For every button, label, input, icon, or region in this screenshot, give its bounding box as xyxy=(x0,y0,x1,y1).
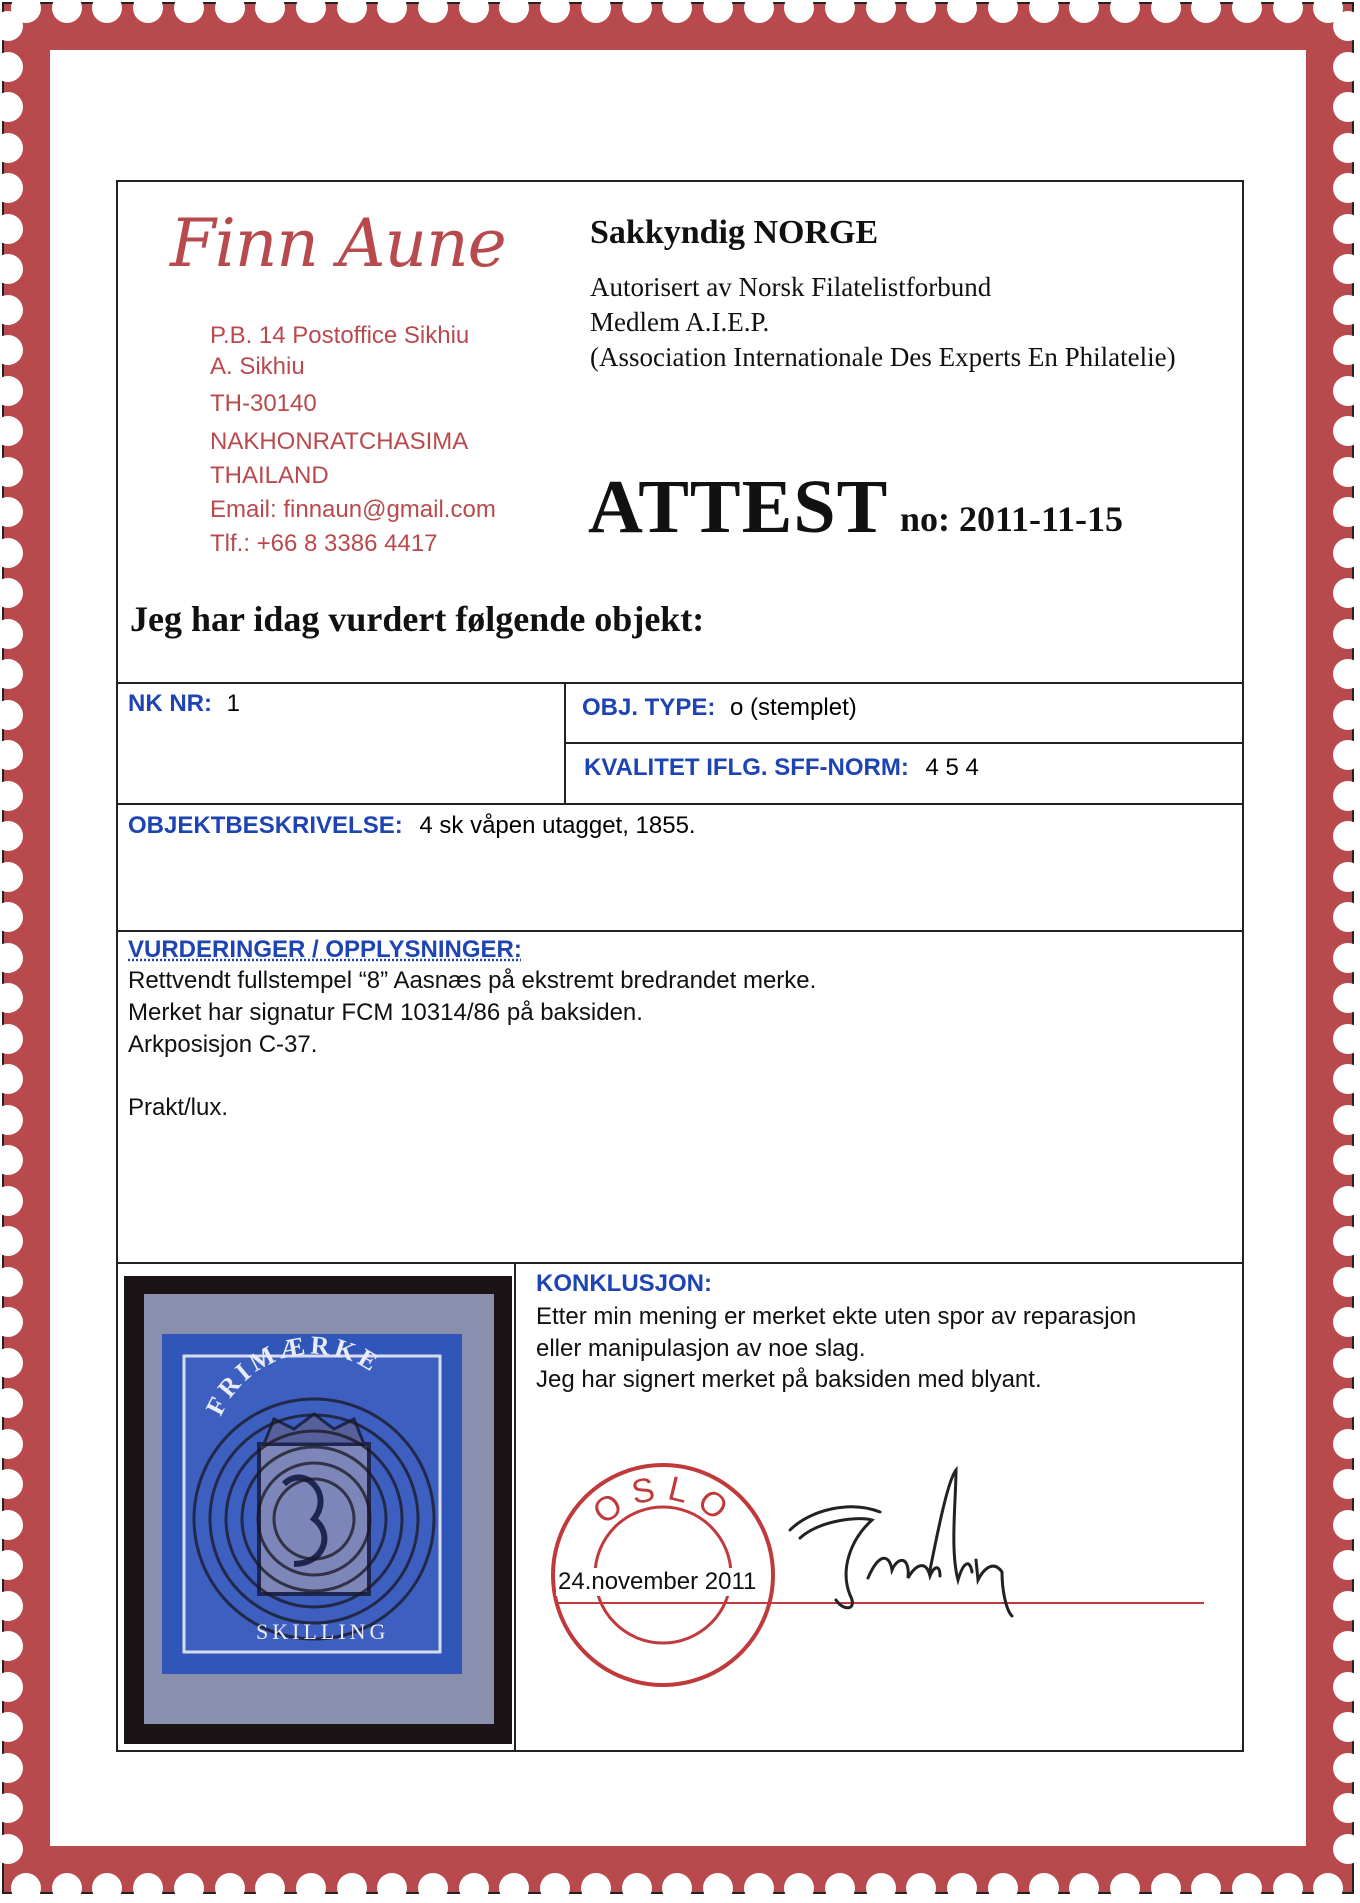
perforation-hole xyxy=(1069,1873,1099,1903)
perforation-hole xyxy=(296,0,326,23)
perforation-hole xyxy=(744,0,774,23)
perforation-hole xyxy=(1191,0,1221,23)
handwritten-signature xyxy=(780,1460,1040,1620)
perforation-hole xyxy=(499,1873,529,1903)
perforation-hole xyxy=(1151,1873,1181,1903)
stamp-bottom-text: SKILLING xyxy=(256,1619,390,1644)
perforation-hole xyxy=(215,1873,245,1903)
header-line: Autorisert av Norsk Filatelistforbund xyxy=(590,272,992,302)
perforation-hole xyxy=(1110,0,1140,23)
perforation-hole xyxy=(988,1873,1018,1903)
perforation-hole xyxy=(1333,1064,1360,1094)
perforation-hole xyxy=(784,0,814,23)
perforation-hole xyxy=(133,0,163,23)
perforation-hole xyxy=(581,0,611,23)
perforation-hole xyxy=(1333,578,1360,608)
perforation-hole xyxy=(581,1873,611,1903)
perforation-hole xyxy=(1333,1793,1360,1823)
perforation-hole xyxy=(0,1145,23,1175)
perforation-hole xyxy=(174,1873,204,1903)
perforation-hole xyxy=(866,0,896,23)
perforation-hole xyxy=(1333,1591,1360,1621)
perforation-hole xyxy=(1333,1712,1360,1742)
perforation-hole xyxy=(499,0,529,23)
perforation-hole xyxy=(0,376,23,406)
perforation-hole xyxy=(1333,254,1360,284)
stamp-artwork xyxy=(144,1294,494,1724)
perforation-hole xyxy=(1333,295,1360,325)
perforation-hole xyxy=(0,92,23,122)
assessment-label: VURDERINGER / OPPLYSNINGER: xyxy=(128,936,522,963)
perforation-hole xyxy=(662,0,692,23)
perforation-hole xyxy=(1333,1550,1360,1580)
perforation-hole xyxy=(1333,133,1360,163)
perforation-hole xyxy=(0,781,23,811)
perforation-hole xyxy=(0,214,23,244)
perforation-hole xyxy=(1333,1145,1360,1175)
nk-label: NK NR: xyxy=(128,690,212,717)
perforation-hole xyxy=(1273,1873,1303,1903)
perforation-hole xyxy=(215,0,245,23)
perforation-hole xyxy=(0,578,23,608)
perforation-hole xyxy=(0,1348,23,1378)
perforation-hole xyxy=(377,0,407,23)
perforation-hole xyxy=(0,1024,23,1054)
perforation-hole xyxy=(906,0,936,23)
perforation-hole xyxy=(0,1712,23,1742)
divider xyxy=(564,742,1244,744)
intro-heading: Jeg har idag vurdert følgende objekt: xyxy=(130,599,705,639)
stamp-top-text: FRIMÆRKE xyxy=(200,1330,387,1420)
attest-title: ATTEST xyxy=(588,465,889,549)
perforation-hole xyxy=(540,1873,570,1903)
divider xyxy=(116,930,1244,932)
perforation-hole xyxy=(0,173,23,203)
attest-no-label: no: xyxy=(900,499,951,539)
perforation-hole xyxy=(1333,659,1360,689)
perforation-hole xyxy=(1151,0,1181,23)
perforation-hole xyxy=(662,1873,692,1903)
perforation-hole xyxy=(0,133,23,163)
address-line: NAKHONRATCHASIMA xyxy=(210,428,469,455)
perforation-hole xyxy=(1333,52,1360,82)
perforation-hole xyxy=(1333,1834,1360,1864)
perforation-hole xyxy=(906,1873,936,1903)
perforation-hole xyxy=(0,1388,23,1418)
perforation-hole xyxy=(1110,1873,1140,1903)
perforation-hole xyxy=(1333,740,1360,770)
perforation-hole xyxy=(52,1873,82,1903)
perforation-hole xyxy=(0,416,23,446)
perforation-hole xyxy=(418,0,448,23)
perforation-hole xyxy=(1333,983,1360,1013)
perforation-hole xyxy=(0,295,23,325)
obj-type-value: o (stemplet) xyxy=(730,694,857,721)
perforation-hole xyxy=(1029,1873,1059,1903)
perforation-hole xyxy=(0,1186,23,1216)
perforation-hole xyxy=(1333,862,1360,892)
perforation-hole xyxy=(744,1873,774,1903)
perforation-hole xyxy=(1069,0,1099,23)
nk-value: 1 xyxy=(226,690,241,717)
header-line: (Association Internationale Des Experts En Philatelie) xyxy=(590,342,1176,372)
perforation-hole xyxy=(0,1064,23,1094)
perforation-hole xyxy=(0,52,23,82)
perforation-hole xyxy=(1333,1024,1360,1054)
perforation-hole xyxy=(0,1510,23,1540)
perforation-hole xyxy=(0,1226,23,1256)
description-label: OBJEKTBESKRIVELSE: xyxy=(128,812,403,839)
perforation-hole xyxy=(1232,0,1262,23)
perforation-hole xyxy=(0,619,23,649)
perforation-hole xyxy=(0,1429,23,1459)
perforation-hole xyxy=(133,1873,163,1903)
perforation-hole xyxy=(0,1672,23,1702)
divider xyxy=(116,1262,1244,1264)
assessment-line: Merket har signatur FCM 10314/86 på baksiden. xyxy=(128,999,643,1026)
perforation-hole xyxy=(1333,1672,1360,1702)
perforation-hole xyxy=(0,1105,23,1135)
address-line: A. Sikhiu xyxy=(210,353,305,380)
perforation-hole xyxy=(1313,1873,1343,1903)
perforation-hole xyxy=(1333,902,1360,932)
perforation-hole xyxy=(988,0,1018,23)
perforation-hole xyxy=(0,1793,23,1823)
perforation-hole xyxy=(1191,1873,1221,1903)
perforation-hole xyxy=(377,1873,407,1903)
postmark-date: 24.november 2011 xyxy=(558,1568,757,1595)
conclusion-line: Jeg har signert merket på baksiden med blyant. xyxy=(536,1366,1042,1393)
perforation-hole xyxy=(1333,619,1360,649)
assessment-line: Arkposisjon C-37. xyxy=(128,1031,318,1058)
attest-no-value: 2011-11-15 xyxy=(959,499,1124,539)
perforation-hole xyxy=(0,862,23,892)
perforation-hole xyxy=(0,983,23,1013)
perforation-hole xyxy=(825,1873,855,1903)
perforation-hole xyxy=(337,1873,367,1903)
perforation-hole xyxy=(255,1873,285,1903)
perforation-hole xyxy=(622,0,652,23)
perforation-hole xyxy=(1333,538,1360,568)
perforation-hole xyxy=(703,0,733,23)
perforation-hole xyxy=(1333,821,1360,851)
perforation-hole xyxy=(92,1873,122,1903)
perforation-hole xyxy=(0,1631,23,1661)
stamp-paper xyxy=(144,1294,494,1724)
perforation-hole xyxy=(296,1873,326,1903)
perforation-hole xyxy=(0,700,23,730)
perforation-hole xyxy=(1333,457,1360,487)
divider xyxy=(514,1262,516,1752)
perforation-hole xyxy=(174,0,204,23)
perforation-hole xyxy=(0,1591,23,1621)
perforation-hole xyxy=(0,821,23,851)
perforation-hole xyxy=(0,457,23,487)
perforation-hole xyxy=(0,254,23,284)
conclusion-label: KONKLUSJON: xyxy=(536,1270,713,1297)
perforation-hole xyxy=(947,1873,977,1903)
stamp-image xyxy=(124,1276,512,1744)
perforation-hole xyxy=(866,1873,896,1903)
perforation-hole xyxy=(1333,1510,1360,1540)
header-title: Sakkyndig NORGE xyxy=(590,214,879,251)
address-line: TH-30140 xyxy=(210,390,317,417)
perforation-hole xyxy=(1333,700,1360,730)
perforation-hole xyxy=(825,0,855,23)
perforation-hole xyxy=(0,1469,23,1499)
assessment-line: Prakt/lux. xyxy=(128,1094,229,1121)
perforation-hole xyxy=(784,1873,814,1903)
perforation-hole xyxy=(459,0,489,23)
perforation-hole xyxy=(0,659,23,689)
perforation-hole xyxy=(622,1873,652,1903)
perforation-hole xyxy=(1333,214,1360,244)
perforation-hole xyxy=(11,1873,41,1903)
perforation-hole xyxy=(1333,11,1360,41)
perforation-hole xyxy=(947,0,977,23)
perforation-hole xyxy=(1333,1753,1360,1783)
perforation-hole xyxy=(1333,1429,1360,1459)
perforation-hole xyxy=(1333,376,1360,406)
perforation-hole xyxy=(1333,1388,1360,1418)
perforation-hole xyxy=(0,1834,23,1864)
perforation-hole xyxy=(1333,1631,1360,1661)
perforation-hole xyxy=(540,0,570,23)
obj-type-label: OBJ. TYPE: xyxy=(582,694,716,721)
perforation-hole xyxy=(1029,0,1059,23)
conclusion-line: eller manipulasjon av noe slag. xyxy=(536,1335,866,1362)
phone-line: Tlf.: +66 8 3386 4417 xyxy=(210,530,438,557)
perforation-hole xyxy=(0,902,23,932)
perforation-hole xyxy=(1333,1348,1360,1378)
attest-number xyxy=(900,498,1123,540)
quality-value: 4 5 4 xyxy=(925,754,979,781)
perforation-hole xyxy=(0,943,23,973)
conclusion-line: Etter min mening er merket ekte uten spor av reparasjon xyxy=(536,1303,1137,1330)
perforation-hole xyxy=(0,1307,23,1337)
perforation-hole xyxy=(0,1753,23,1783)
quality-label: KVALITET IFLG. SFF-NORM: xyxy=(584,754,909,781)
perforation-hole xyxy=(1333,1226,1360,1256)
perforation-hole xyxy=(1232,1873,1262,1903)
perforation-hole xyxy=(1333,943,1360,973)
postmark-city: OSLO xyxy=(585,1468,743,1534)
nk-field xyxy=(128,690,240,718)
quality-field xyxy=(584,754,979,782)
email-line: Email: finnaun@gmail.com xyxy=(210,496,496,523)
description-value: 4 sk våpen utagget, 1855. xyxy=(419,812,696,839)
perforation-hole xyxy=(0,497,23,527)
assessment-line: Rettvendt fullstempel “8” Aasnæs på ekstremt bredrandet merke. xyxy=(128,967,817,994)
perforation-hole xyxy=(1333,1105,1360,1135)
perforation-hole xyxy=(0,740,23,770)
perforation-hole xyxy=(0,538,23,568)
perforation-hole xyxy=(1333,335,1360,365)
divider xyxy=(116,682,1244,684)
perforation-hole xyxy=(1333,497,1360,527)
perforation-hole xyxy=(1333,1307,1360,1337)
perforation-hole xyxy=(1333,173,1360,203)
address-line: THAILAND xyxy=(210,462,329,489)
perforation-hole xyxy=(1333,1186,1360,1216)
perforation-hole xyxy=(703,1873,733,1903)
perforation-hole xyxy=(255,0,285,23)
perforation-hole xyxy=(337,0,367,23)
perforation-hole xyxy=(0,11,23,41)
finn-aune-logo: Finn Aune xyxy=(170,205,506,282)
perforation-hole xyxy=(418,1873,448,1903)
perforation-hole xyxy=(1333,1469,1360,1499)
divider xyxy=(116,803,1244,805)
description-field xyxy=(128,812,696,840)
perforation-hole xyxy=(0,335,23,365)
header-line: Medlem A.I.E.P. xyxy=(590,307,770,337)
address-line: P.B. 14 Postoffice Sikhiu xyxy=(210,322,470,349)
perforation-hole xyxy=(52,0,82,23)
obj-type-field xyxy=(582,694,857,722)
perforation-hole xyxy=(0,1550,23,1580)
perforation-hole xyxy=(0,1267,23,1297)
perforation-hole xyxy=(1333,416,1360,446)
perforation-hole xyxy=(1273,0,1303,23)
perforation-hole xyxy=(1333,1267,1360,1297)
perforation-hole xyxy=(1333,781,1360,811)
perforation-hole xyxy=(459,1873,489,1903)
perforation-hole xyxy=(1333,92,1360,122)
perforation-hole xyxy=(92,0,122,23)
